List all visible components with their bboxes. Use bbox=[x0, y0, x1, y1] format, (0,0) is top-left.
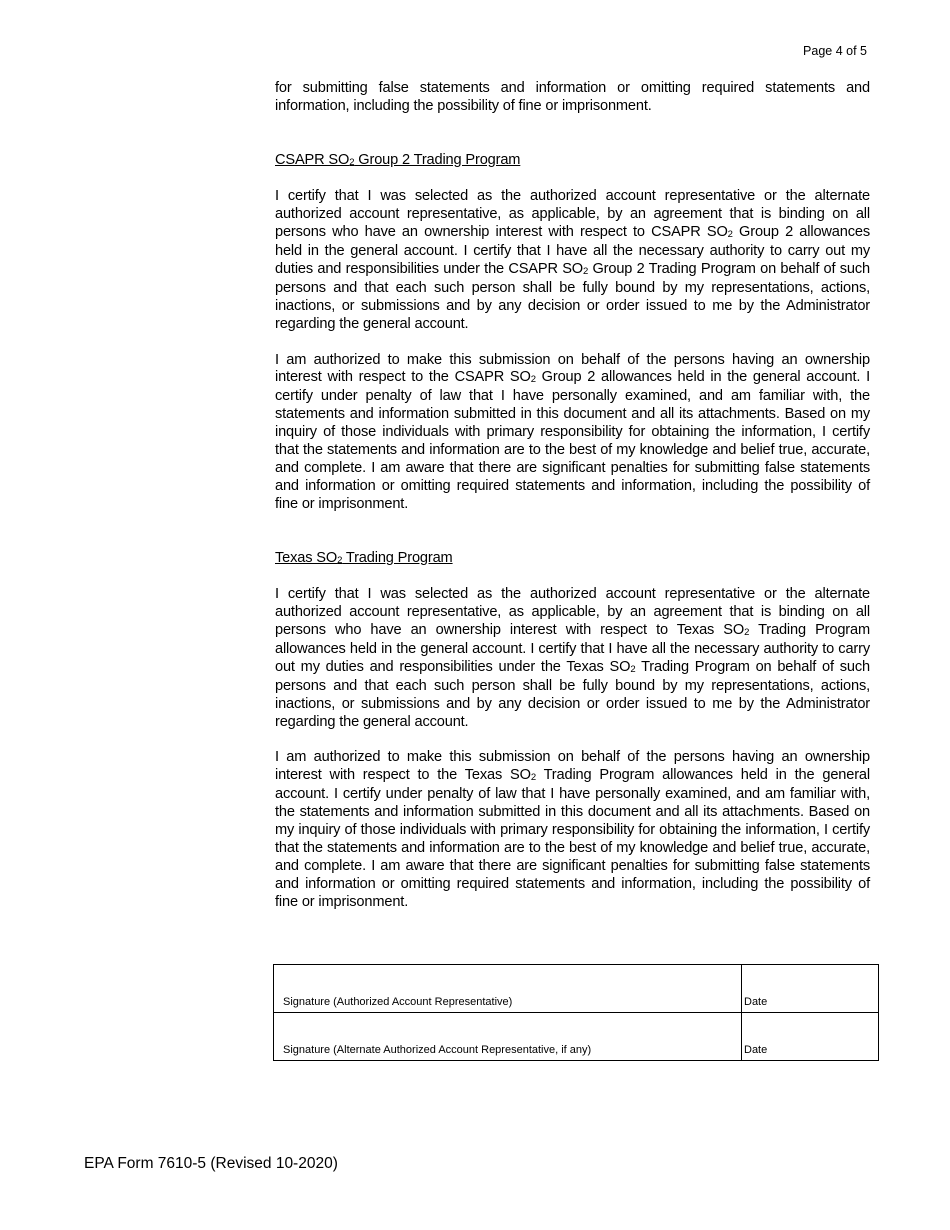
csapr-authorization-paragraph: I am authorized to make this submission on behalf of the persons having an ownership interest with respect to the CSAPR $SO_2$ Group 2 allowances held in the general account. I certify under penalty of law that I have personally examined, and am familiar with, the statements and information submitted in this document and all its attachments. Based on my inquiry of those individuals with primary responsibility for obtaining the information, I certify that the statements and information are to the best of my knowledge and belief true, accurate, and complete. I am aware that there are significant penalties for submitting false statements and information or omitting required statements and information, including the possibility of fine or imprisonment. bbox=[275, 351, 870, 512]
signature-row-primary bbox=[274, 965, 879, 1013]
date-label-primary: Date bbox=[744, 996, 768, 1008]
signature-table bbox=[273, 964, 879, 1061]
document-body bbox=[275, 80, 870, 912]
date-field-alternate[interactable] bbox=[742, 1013, 879, 1061]
date-field-primary[interactable] bbox=[742, 965, 879, 1013]
section-heading-texas: Texas $SO_2$ Trading Program bbox=[275, 549, 453, 566]
signature-field-primary[interactable] bbox=[274, 965, 742, 1013]
continued-paragraph: for submitting false statements and information or omitting required statements and information, including the possibility of fine or imprisonment. bbox=[275, 80, 870, 114]
form-footer: EPA Form 7610-5 (Revised 10-2020) bbox=[84, 1155, 338, 1172]
signature-row-alternate bbox=[274, 1013, 879, 1061]
texas-authorization-paragraph: I am authorized to make this submission on behalf of the persons having an ownership interest with respect to the Texas $SO_2$ Trading Program allowances held in the general account. I certify under penalty of law that I have personally examined, and am familiar with, the statements and information submitted in this document and all its attachments. Based on my inquiry of those individuals with primary responsibility for obtaining the information, I certify that the statements and information are to the best of my knowledge and belief true, accurate, and complete. I am aware that there are significant penalties for submitting false statements and information or omitting required statements and information, including the possibility of fine or imprisonment. bbox=[275, 749, 870, 910]
signature-label-alternate: Signature (Alternate Authorized Account Representative, if any) bbox=[283, 1044, 592, 1056]
signature-label-primary: Signature (Authorized Account Representative) bbox=[283, 996, 513, 1008]
csapr-certification-paragraph: I certify that I was selected as the authorized account representative or the alternate authorized account representative, as applicable, by an agreement that is binding on all persons who have an ownership interest with respect to CSAPR $SO_2$ Group 2 allowances held in the general account. I certify that I have all the necessary authority to carry out my duties and responsibilities under the CSAPR $SO_2$ Group 2 Trading Program on behalf of such persons and that each such person shall be fully bound by my representations, actions, inactions, or submissions and by any decision or order issued to me by the Administrator regarding the general account. bbox=[275, 188, 870, 332]
section-heading-csapr: CSAPR $SO_2$ Group 2 Trading Program bbox=[275, 151, 521, 168]
signature-field-alternate[interactable] bbox=[274, 1013, 742, 1061]
date-label-alternate: Date bbox=[744, 1044, 768, 1056]
page-number: Page 4 of 5 bbox=[803, 44, 867, 58]
texas-certification-paragraph: I certify that I was selected as the authorized account representative or the alternate authorized account representative, as applicable, by an agreement that is binding on all persons who have an ownership interest with respect to Texas $SO_2$ Trading Program allowances held in the general account. I certify that I have all the necessary authority to carry out my duties and responsibilities under the Texas $SO_2$ Trading Program on behalf of such persons and that each such person shall be fully bound by my representations, actions, inactions, or submissions and by any decision or order issued to me by the Administrator regarding the general account. bbox=[275, 586, 870, 730]
